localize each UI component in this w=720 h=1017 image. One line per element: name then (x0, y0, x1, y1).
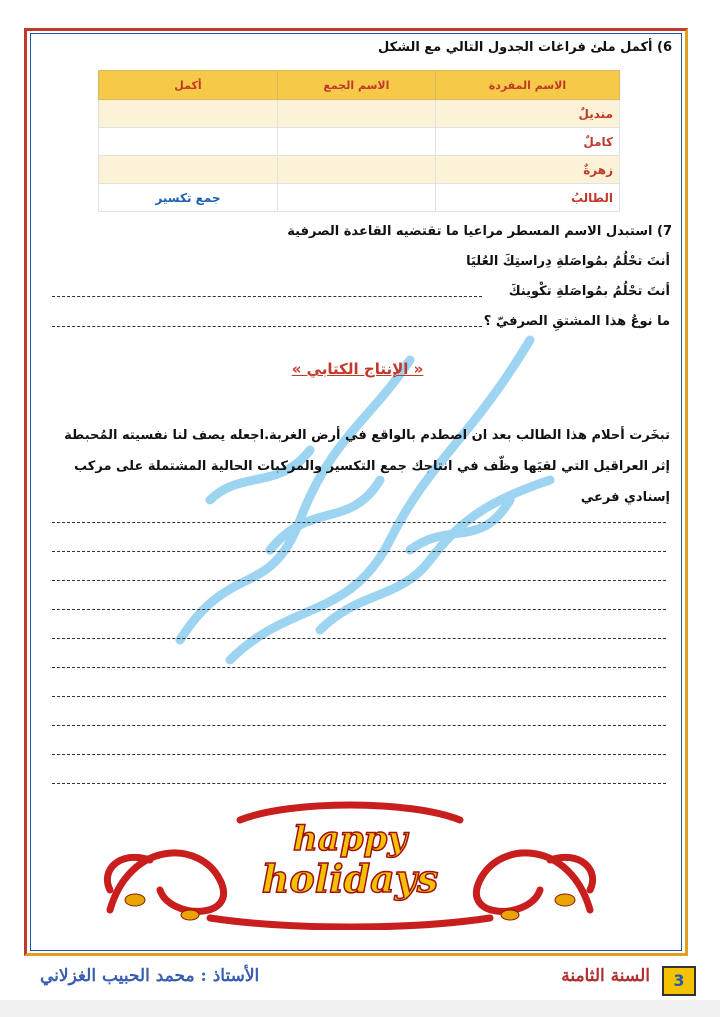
q7-sentence-2: أنتَ تحْلُمُ بمُواصَلةِ تكْوينكَ (508, 284, 670, 299)
footer-band (0, 1000, 720, 1017)
cell-plural[interactable] (277, 128, 435, 156)
page-number: 3 (662, 966, 696, 996)
writing-line[interactable] (52, 667, 666, 668)
cell-plural[interactable] (277, 156, 435, 184)
cell-complete: جمع تكسير (99, 184, 278, 212)
table-row (99, 100, 620, 128)
writing-line[interactable] (52, 638, 666, 639)
question-7: 7) استبدل الاسم المسطر مراعيا ما تقتضيه القاعدة الصرفية (287, 224, 672, 239)
banner-line-1: happy (292, 819, 408, 859)
writing-line[interactable] (52, 580, 666, 581)
cell-singular: الطالبُ (435, 184, 619, 212)
cell-complete[interactable] (99, 156, 278, 184)
writing-line[interactable] (52, 725, 666, 726)
teacher-name: الأستاذ : محمد الحبيب الغزلاني (40, 966, 260, 986)
writing-line[interactable] (52, 522, 666, 523)
q7-question: ما نوعُ هذا المشتقِ الصرفيّ ؟ (483, 314, 670, 329)
header-singular: الاسم المفردة (435, 71, 619, 100)
writing-prompt: تبخَرت أحلام هذا الطالب بعد ان اصطدم بالواقع في أرض الغربة.اجعله يصف لنا نفسيته المُحبطة إثر العراقيل التي لقيَها وظّف في انتاجك جمع التكسير والمركبات الحالية المشتملة على مركب إسنادي فرعي (64, 428, 670, 505)
writing-line[interactable] (52, 754, 666, 755)
happy-holidays-banner (90, 800, 610, 930)
answer-line[interactable] (52, 296, 482, 297)
writing-line[interactable] (52, 551, 666, 552)
table-row (99, 156, 620, 184)
header-plural: الاسم الجمع (277, 71, 435, 100)
cell-plural[interactable] (277, 184, 435, 212)
writing-line[interactable] (52, 609, 666, 610)
writing-line[interactable] (52, 696, 666, 697)
cell-singular: منديلٌ (435, 100, 619, 128)
table-row (99, 184, 620, 212)
nouns-table (98, 70, 620, 212)
banner-line-2: holidays (261, 856, 439, 901)
section-title: « الإنتاج الكتابي » (291, 360, 424, 378)
cell-singular: كاملٌ (435, 128, 619, 156)
cell-plural[interactable] (277, 100, 435, 128)
q7-sentence-1: أنتَ تحْلُمُ بمُواصَلةِ دِراستِكَ العُليَا (466, 254, 670, 269)
grade-label: السنة الثامنة (561, 966, 650, 986)
question-6: 6) أكمل ملئ فراغات الجدول التالي مع الشكل (378, 40, 672, 55)
answer-line[interactable] (52, 326, 482, 327)
writing-line[interactable] (52, 783, 666, 784)
cell-singular: زهرةٌ (435, 156, 619, 184)
cell-complete[interactable] (99, 100, 278, 128)
cell-complete[interactable] (99, 128, 278, 156)
table-row (99, 128, 620, 156)
header-complete: أكمل (99, 71, 278, 100)
